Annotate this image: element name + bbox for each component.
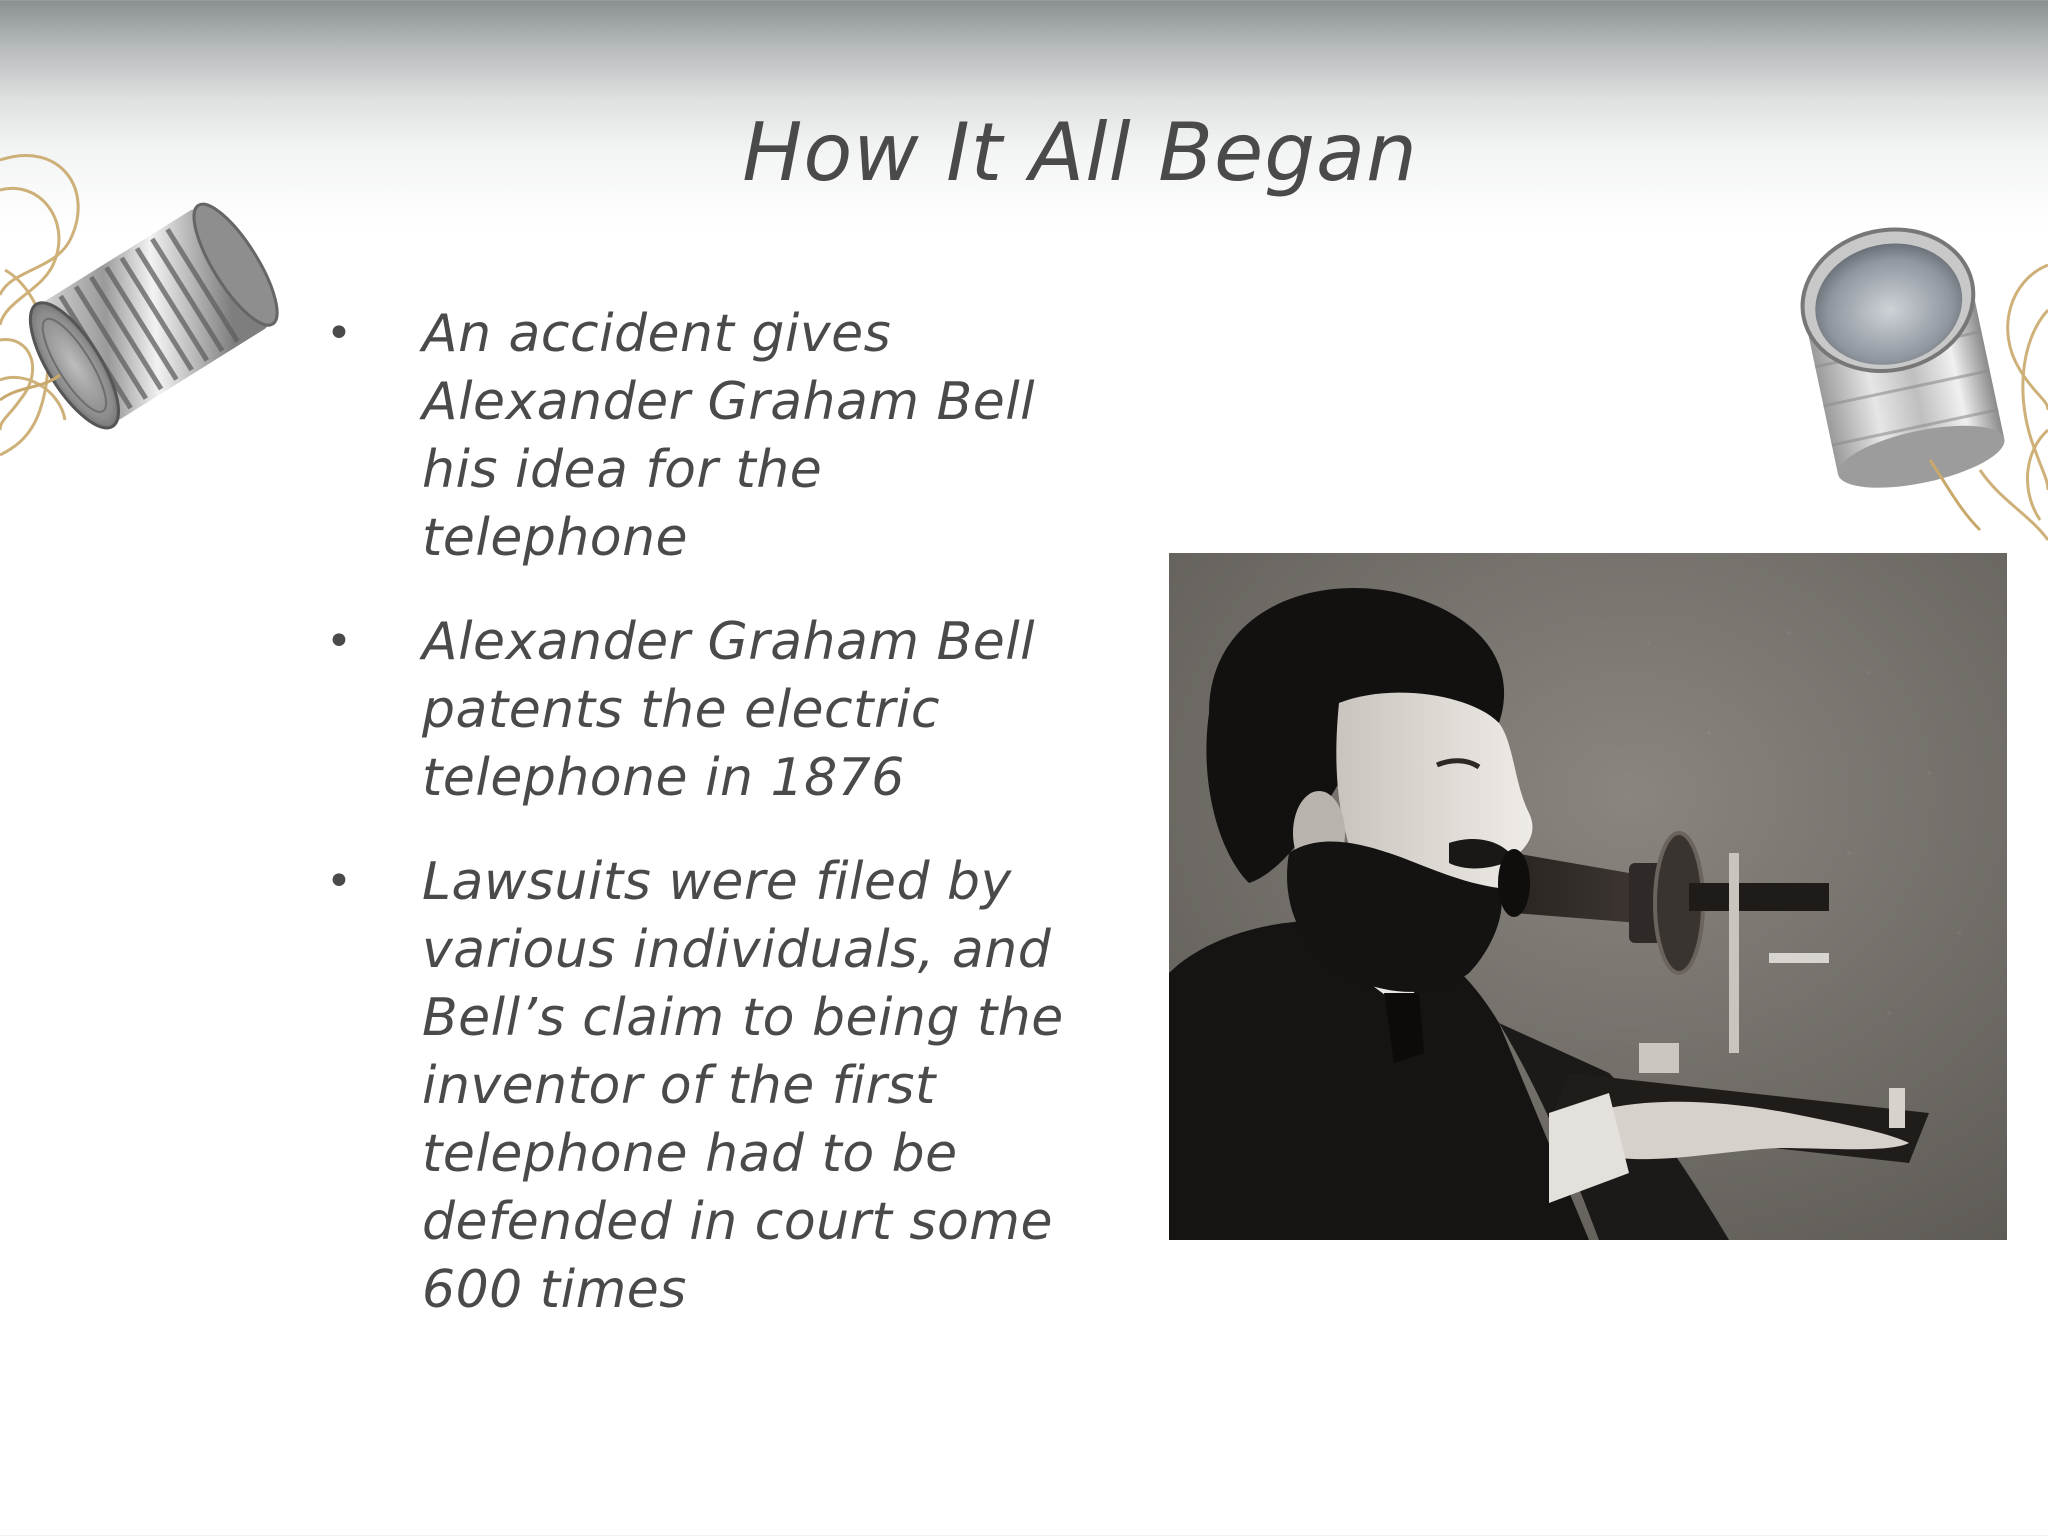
historical-photo [1169, 553, 2007, 1240]
bullet-list [320, 300, 1100, 1360]
bullet-marker: • [326, 616, 353, 667]
bullet-marker: • [326, 308, 353, 359]
bullet-item [320, 608, 1100, 812]
tin-can-icon [1780, 170, 2048, 550]
bullet-text: Lawsuits were filed by various individuals, and Bell’s claim to being the inventor of the first telephone had to be defended in court some 600 times [422, 852, 1064, 1320]
bullet-item [320, 300, 1100, 572]
slide-title: How It All Began [742, 106, 1418, 199]
bullet-marker: • [326, 856, 353, 907]
bullet-item [320, 848, 1100, 1324]
bullet-text: Alexander Graham Bell patents the electric telephone in 1876 [422, 612, 1036, 808]
bullet-text: An accident gives Alexander Graham Bell his idea for the telephone [422, 304, 1036, 568]
